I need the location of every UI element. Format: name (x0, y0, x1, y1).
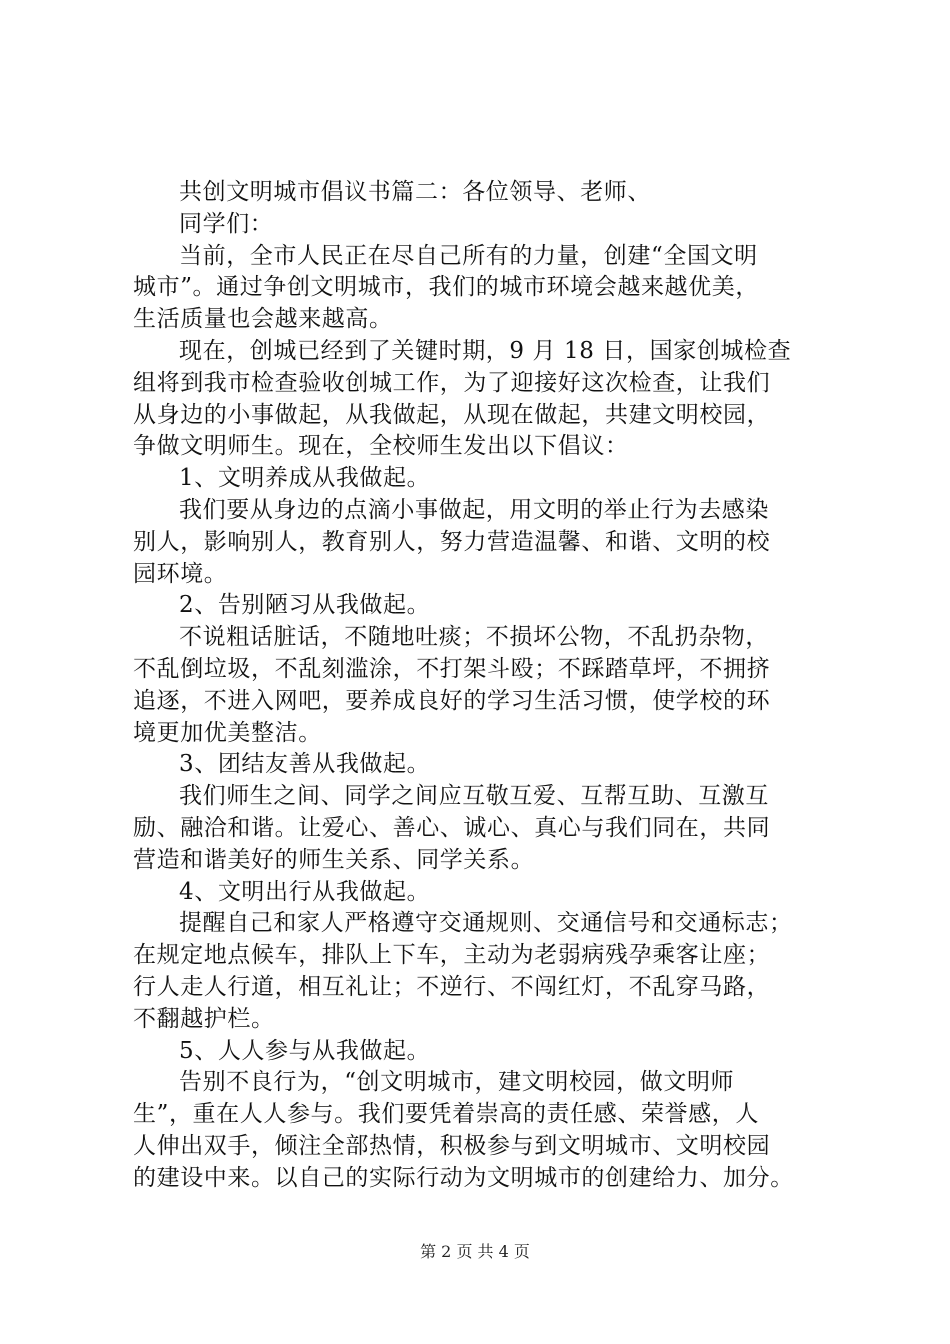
document-line: 同学们： (179, 210, 274, 237)
document-line: 1、文明养成从我做起。 (179, 465, 431, 492)
document-line: 生活质量也会越来越高。 (133, 306, 393, 333)
document-line: 共创文明城市倡议书篇二：各位领导、老师、 (179, 179, 651, 205)
document-line: 城市”。通过争创文明城市，我们的城市环境会越来越优美， (133, 274, 759, 301)
document-line: 3、团结友善从我做起。 (179, 751, 431, 778)
document-line: 2、告别陋习从我做起。 (179, 592, 431, 619)
document-line: 现在，创城已经到了关键时期，9 月 18 日，国家创城检查 (179, 337, 792, 364)
document-line: 不乱倒垃圾，不乱刻滥涂，不打架斗殴；不踩踏草坪，不拥挤 (133, 655, 771, 682)
document-line: 5、人人参与从我做起。 (179, 1037, 431, 1064)
document-line: 境更加优美整洁。 (133, 719, 322, 746)
document-line: 我们师生之间、同学之间应互敬互爱、互帮互助、互激互 (179, 783, 769, 810)
document-line: 我们要从身边的点滴小事做起，用文明的举止行为去感染 (179, 496, 769, 523)
document-line: 别人，影响别人，教育别人，努力营造温馨、和谐、文明的校 (133, 528, 771, 555)
document-line: 从身边的小事做起，从我做起，从现在做起，共建文明校园， (133, 401, 771, 428)
page-number-footer: 第 2 页 共 4 页 (420, 1242, 530, 1261)
document-body (133, 177, 845, 1195)
document-line: 行人走人行道，相互礼让；不逆行、不闯红灯，不乱穿马路， (133, 973, 771, 1000)
document-line: 争做文明师生。现在，全校师生发出以下倡议： (133, 433, 629, 460)
document-line: 生”，重在人人参与。我们要凭着崇高的责任感、荣誉感，人 (133, 1101, 759, 1128)
document-line: 告别不良行为，“创文明城市，建文明校园，做文明师 (179, 1069, 735, 1096)
document-line: 园环境。 (133, 560, 228, 587)
document-line: 在规定地点候车，排队上下车，主动为老弱病残孕乘客让座； (133, 942, 771, 969)
document-line: 励、融洽和谐。让爱心、善心、诚心、真心与我们同在，共同 (133, 814, 771, 841)
document-line: 追逐，不进入网吧，要养成良好的学习生活习惯，使学校的环 (133, 687, 771, 714)
document-line: 不翻越护栏。 (133, 1005, 275, 1032)
document-line: 组将到我市检查验收创城工作，为了迎接好这次检查，让我们 (133, 369, 771, 396)
document-line: 4、文明出行从我做起。 (179, 878, 431, 905)
document-line: 提醒自己和家人严格遵守交通规则、交通信号和交通标志； (179, 910, 793, 937)
document-line: 不说粗话脏话，不随地吐痰；不损坏公物，不乱扔杂物， (179, 624, 769, 651)
document-line: 人伸出双手，倾注全部热情，积极参与到文明城市、文明校园 (133, 1132, 771, 1159)
document-line: 营造和谐美好的师生关系、同学关系。 (133, 846, 535, 873)
document-line: 当前，全市人民正在尽自己所有的力量，创建“全国文明 (179, 242, 758, 269)
document-line: 的建设中来。以自己的实际行动为文明城市的创建给力、加分。 (133, 1164, 794, 1191)
